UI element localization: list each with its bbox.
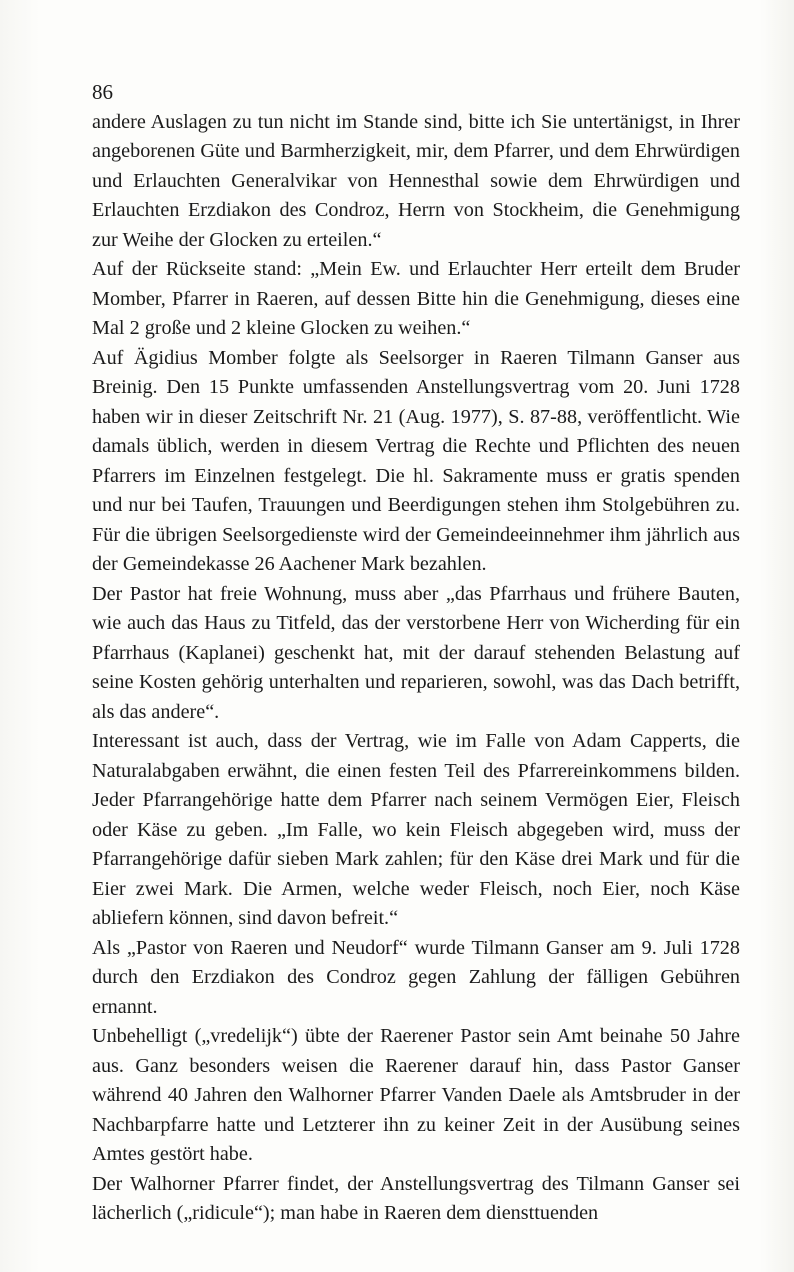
paragraph-2: Auf der Rückseite stand: „Mein Ew. und Erlauchter Herr erteilt dem Bruder Momber, Pfarrer in Raeren, auf dessen Bitte hin die Genehmigung, dieses eine Mal 2 große und 2 kleine Glocken zu weihen.“ [92, 258, 740, 339]
paragraph-3: Auf Ägidius Momber folgte als Seelsorger in Raeren Tilmann Ganser aus Breinig. Den 15 Punkte umfassenden Anstellungsvertrag vom 20. Juni 1728 haben wir in dieser Zeitschrift Nr. 21 (Aug. 1977), S. 87-88, veröffentlicht. Wie damals üblich, werden in diesem Vertrag die Rechte und Pflichten des neuen Pfarrers im Einzelnen festgelegt. Die hl. Sakramente muss er gratis spenden und nur bei Taufen, Trauungen und Beerdigungen stehen ihm Stolgebühren zu. Für die übrigen Seelsorgedienste wird der Gemeindeeinnehmer ihm jährlich aus der Gemeindekasse 26 Aachener Mark bezahlen. [92, 346, 740, 575]
page-text [92, 78, 740, 1229]
paragraph-4: Der Pastor hat freie Wohnung, muss aber „das Pfarrhaus und frühere Bauten, wie auch das Haus zu Titfeld, das der verstorbene Herr von Wicherding für ein Pfarrhaus (Kaplanei) geschenkt hat, mit der darauf stehenden Belastung auf seine Kosten gehörig unterhalten und reparieren, sowohl, was das Dach betrifft, als das andere“. [92, 582, 740, 723]
paragraph-6: Als „Pastor von Raeren und Neudorf“ wurde Tilmann Ganser am 9. Juli 1728 durch den Erzdiakon des Condroz gegen Zahlung der fälligen Gebühren ernannt. [92, 936, 740, 1018]
paragraph-7: Unbehelligt („vredelijk“) übte der Raerener Pastor sein Amt beinahe 50 Jahre aus. Ganz besonders weisen die Raerener darauf hin, dass Pastor Ganser während 40 Jahren den Walhorner Pfarrer Vanden Daele als Amtsbruder in der Nachbarpfarre hatte und Letzterer ihn zu keiner Zeit in der Ausübung seines Amtes gestört habe. [92, 1025, 740, 1165]
paragraph-1: andere Auslagen zu tun nicht im Stande sind, bitte ich Sie untertänigst, in Ihrer angeborenen Güte und Barmherzigkeit, mir, dem Pfarrer, und dem Ehrwürdigen und Erlauchten Generalvikar von Hennesthal sowie dem Ehrwürdigen und Erlauchten Erzdiakon des Condroz, Herrn von Stockheim, die Genehmigung zur Weihe der Glocken zu erteilen.“ [92, 110, 740, 251]
paragraph-8: Der Walhorner Pfarrer findet, der Anstellungsvertrag des Tilmann Ganser sei lächerlich („ridicule“); man habe in Raeren dem diensttuenden [92, 1172, 740, 1224]
page-number: 86 [92, 80, 113, 104]
paragraph-5: Interessant ist auch, dass der Vertrag, wie im Falle von Adam Capperts, die Naturalabgaben erwähnt, die einen festen Teil des Pfarrereinkommens bilden. Jeder Pfarrangehörige hatte dem Pfarrer nach seinem Vermögen Eier, Fleisch oder Käse zu geben. „Im Falle, wo kein Fleisch abgegeben wird, muss der Pfarrangehörige dafür sieben Mark zahlen; für den Käse drei Mark und für die Eier zwei Mark. Die Armen, welche weder Fleisch, noch Eier, noch Käse abliefern können, sind davon befreit.“ [92, 730, 740, 929]
